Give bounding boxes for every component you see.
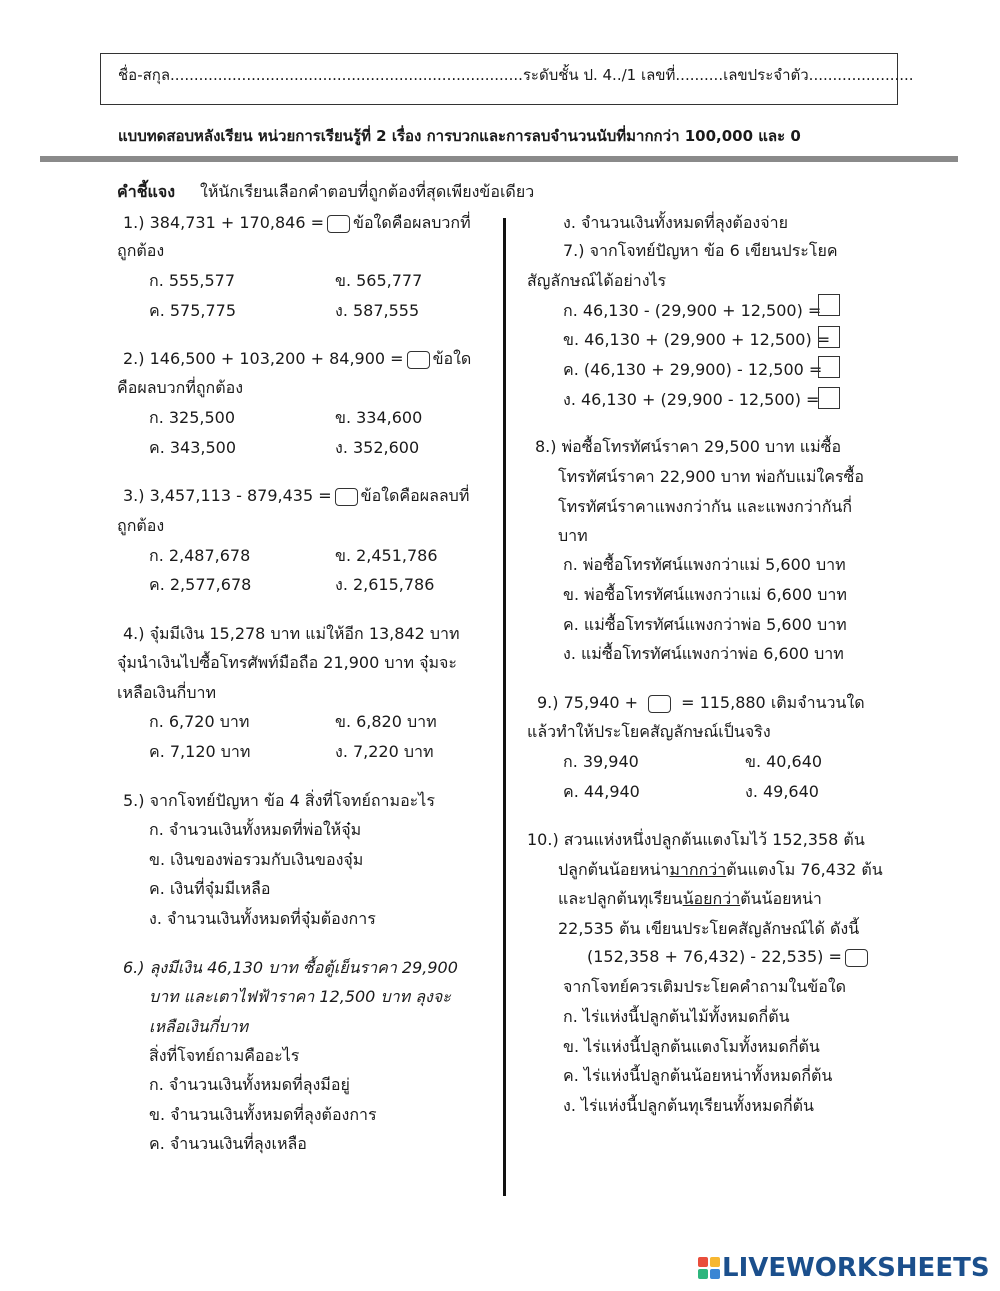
question-9: 9.) 75,940 + = 115,880 เติมจำนวนใด (537, 693, 865, 712)
q9-option-a[interactable]: ก. 39,940 (563, 752, 639, 771)
answer-box-q7-d[interactable] (818, 387, 840, 409)
q7-option-c[interactable]: ค. (46,130 + 29,900) - 12,500 = (563, 360, 823, 379)
answer-box-q1[interactable] (327, 215, 350, 233)
question-10-line-4: 22,535 ต้น เขียนประโยคสัญลักษณ์ได้ ดังนี้ (558, 919, 860, 938)
answer-box-q9[interactable] (648, 695, 671, 713)
liveworksheets-logo-icon (698, 1257, 720, 1279)
q4-option-d[interactable]: ง. 7,220 บาท (335, 742, 434, 761)
question-10-line-2: ปลูกต้นน้อยหน่ามากกว่าต้นแตงโม 76,432 ต้น (558, 860, 883, 879)
q7-option-a[interactable]: ก. 46,130 - (29,900 + 12,500) = (563, 301, 822, 320)
question-7-line-2: สัญลักษณ์ได้อย่างไร (527, 271, 667, 290)
question-3-cont: ถูกต้อง (117, 516, 165, 535)
q6-option-a[interactable]: ก. จำนวนเงินทั้งหมดที่ลุงมีอยู่ (149, 1075, 350, 1094)
q6-option-b[interactable]: ข. จำนวนเงินทั้งหมดที่ลุงต้องการ (149, 1105, 377, 1124)
question-2-cont: คือผลบวกที่ถูกต้อง (117, 378, 244, 397)
q8-option-c[interactable]: ค. แม่ซื้อโทรทัศน์แพงกว่าพ่อ 5,600 บาท (563, 615, 847, 634)
q3-option-a[interactable]: ก. 2,487,678 (149, 546, 251, 565)
q9-option-b[interactable]: ข. 40,640 (745, 752, 823, 771)
question-5: 5.) จากโจทย์ปัญหา ข้อ 4 สิ่งที่โจทย์ถามอะไร (123, 791, 435, 810)
question-10-equation: (152,358 + 76,432) - 22,535) = (587, 946, 871, 968)
q10-option-a[interactable]: ก. ไร่แห่งนี้ปลูกต้นไม้ทั้งหมดกี่ต้น (563, 1007, 790, 1026)
q4-option-b[interactable]: ข. 6,820 บาท (335, 712, 437, 731)
question-9-cont: แล้วทำให้ประโยคสัญลักษณ์เป็นจริง (527, 722, 771, 741)
q10-option-b[interactable]: ข. ไร่แห่งนี้ปลูกต้นแตงโมทั้งหมดกี่ต้น (563, 1037, 820, 1056)
q4-option-a[interactable]: ก. 6,720 บาท (149, 712, 250, 731)
q1-option-d[interactable]: ง. 587,555 (335, 301, 420, 320)
q8-option-b[interactable]: ข. พ่อซื้อโทรทัศน์แพงกว่าแม่ 6,600 บาท (563, 585, 847, 604)
question-10-line-1: 10.) สวนแห่งหนึ่งปลูกต้นแตงโมไว้ 152,358 ต้น (527, 830, 865, 849)
q9-option-c[interactable]: ค. 44,940 (563, 782, 640, 801)
liveworksheets-logo-text: LIVEWORKSHEETS (722, 1253, 990, 1283)
question-7-line-1: 7.) จากโจทย์ปัญหา ข้อ 6 เขียนประโยค (563, 241, 838, 260)
q2-option-b[interactable]: ข. 334,600 (335, 408, 423, 427)
q8-option-a[interactable]: ก. พ่อซื้อโทรทัศน์แพงกว่าแม่ 5,600 บาท (563, 555, 846, 574)
question-3: 3.) 3,457,113 - 879,435 = ข้อใดคือผลลบที่ (123, 486, 470, 505)
q3-option-b[interactable]: ข. 2,451,786 (335, 546, 438, 565)
question-4-line-3: เหลือเงินกี่บาท (117, 683, 217, 702)
q2-option-d[interactable]: ง. 352,600 (335, 438, 420, 457)
question-8-line-4: บาท (558, 526, 588, 545)
answer-box-q3[interactable] (335, 488, 358, 506)
q2-option-a[interactable]: ก. 325,500 (149, 408, 236, 427)
q10-option-d[interactable]: ง. ไร่แห่งนี้ปลูกต้นทุเรียนทั้งหมดกี่ต้น (563, 1096, 814, 1115)
question-10-line-6: จากโจทย์ควรเติมประโยคคำถามในข้อใด (563, 977, 847, 996)
question-6-line-2: บาท และเตาไฟฟ้าราคา 12,500 บาท ลุงจะ (149, 987, 451, 1006)
question-10-line-3: และปลูกต้นทุเรียนน้อยกว่าต้นน้อยหน่า (558, 889, 822, 908)
q3-option-d[interactable]: ง. 2,615,786 (335, 575, 435, 594)
test-title: แบบทดสอบหลังเรียน หน่วยการเรียนรู้ที่ 2 เรื่อง การบวกและการลบจำนวนนับที่มากกว่า 100,000 และ 0 (118, 127, 801, 145)
question-4-line-1: 4.) จุ๋มมีเงิน 15,278 บาท แม่ให้อีก 13,842 บาท (123, 624, 460, 643)
answer-box-q2[interactable] (407, 351, 430, 369)
q6-option-d[interactable]: ง. จำนวนเงินทั้งหมดที่ลุงต้องจ่าย (563, 213, 788, 232)
question-6-line-3: เหลือเงินกี่บาท (149, 1017, 249, 1036)
answer-box-q7-b[interactable] (818, 326, 840, 348)
q5-option-b[interactable]: ข. เงินของพ่อรวมกับเงินของจุ๋ม (149, 850, 364, 869)
question-2: 2.) 146,500 + 103,200 + 84,900 = ข้อใด (123, 349, 472, 368)
q9-option-d[interactable]: ง. 49,640 (745, 782, 819, 801)
question-6-line-4: สิ่งที่โจทย์ถามคืออะไร (149, 1046, 300, 1065)
column-divider (503, 218, 506, 1196)
question-1: 1.) 384,731 + 170,846 = ข้อใดคือผลบวกที่ (123, 213, 471, 232)
question-1-cont: ถูกต้อง (117, 241, 165, 260)
q5-option-a[interactable]: ก. จำนวนเงินทั้งหมดที่พ่อให้จุ๋ม (149, 820, 362, 839)
question-8-line-3: โทรทัศน์ราคาแพงกว่ากัน และแพงกว่ากันกี่ (558, 497, 853, 516)
question-4-line-2: จุ๋มนำเงินไปซื้อโทรศัพท์มือถือ 21,900 บาท จุ๋มจะ (117, 653, 457, 672)
q5-option-d[interactable]: ง. จำนวนเงินทั้งหมดที่จุ๋มต้องการ (149, 909, 376, 928)
q10-option-c[interactable]: ค. ไร่แห่งนี้ปลูกต้นน้อยหน่าทั้งหมดกี่ต้น (563, 1066, 833, 1085)
q8-option-d[interactable]: ง. แม่ซื้อโทรทัศน์แพงกว่าพ่อ 6,600 บาท (563, 644, 844, 663)
q7-option-d[interactable]: ง. 46,130 + (29,900 - 12,500) = (563, 390, 820, 409)
answer-box-q7-a[interactable] (818, 294, 840, 316)
instructions-label: คำชี้แจง (117, 182, 176, 201)
q6-option-c[interactable]: ค. จำนวนเงินที่ลุงเหลือ (149, 1134, 307, 1153)
q1-option-b[interactable]: ข. 565,777 (335, 271, 423, 290)
question-8-line-2: โทรทัศน์ราคา 22,900 บาท พ่อกับแม่ใครซื้อ (558, 467, 865, 486)
answer-box-q10[interactable] (845, 949, 868, 967)
instructions-text: ให้นักเรียนเลือกคำตอบที่ถูกต้องที่สุดเพียงข้อเดียว (200, 182, 535, 201)
q3-option-c[interactable]: ค. 2,577,678 (149, 575, 252, 594)
question-8-line-1: 8.) พ่อซื้อโทรทัศน์ราคา 29,500 บาท แม่ซื้อ (535, 437, 842, 456)
q4-option-c[interactable]: ค. 7,120 บาท (149, 742, 251, 761)
q5-option-c[interactable]: ค. เงินที่จุ๋มมีเหลือ (149, 879, 271, 898)
title-divider (40, 156, 958, 162)
question-6-line-1: 6.) ลุงมีเงิน 46,130 บาท ซื้อตู้เย็นราคา 29,900 (123, 958, 458, 977)
q2-option-c[interactable]: ค. 343,500 (149, 438, 237, 457)
q1-option-a[interactable]: ก. 555,577 (149, 271, 236, 290)
q7-option-b[interactable]: ข. 46,130 + (29,900 + 12,500) = (563, 330, 831, 349)
student-info-line: ชื่อ-สกุล..........................................................................ระดับชั้น ป. 4../1 เลขที่..........เลขประจำตัว...................... (118, 66, 914, 84)
answer-box-q7-c[interactable] (818, 356, 840, 378)
q1-option-c[interactable]: ค. 575,775 (149, 301, 237, 320)
